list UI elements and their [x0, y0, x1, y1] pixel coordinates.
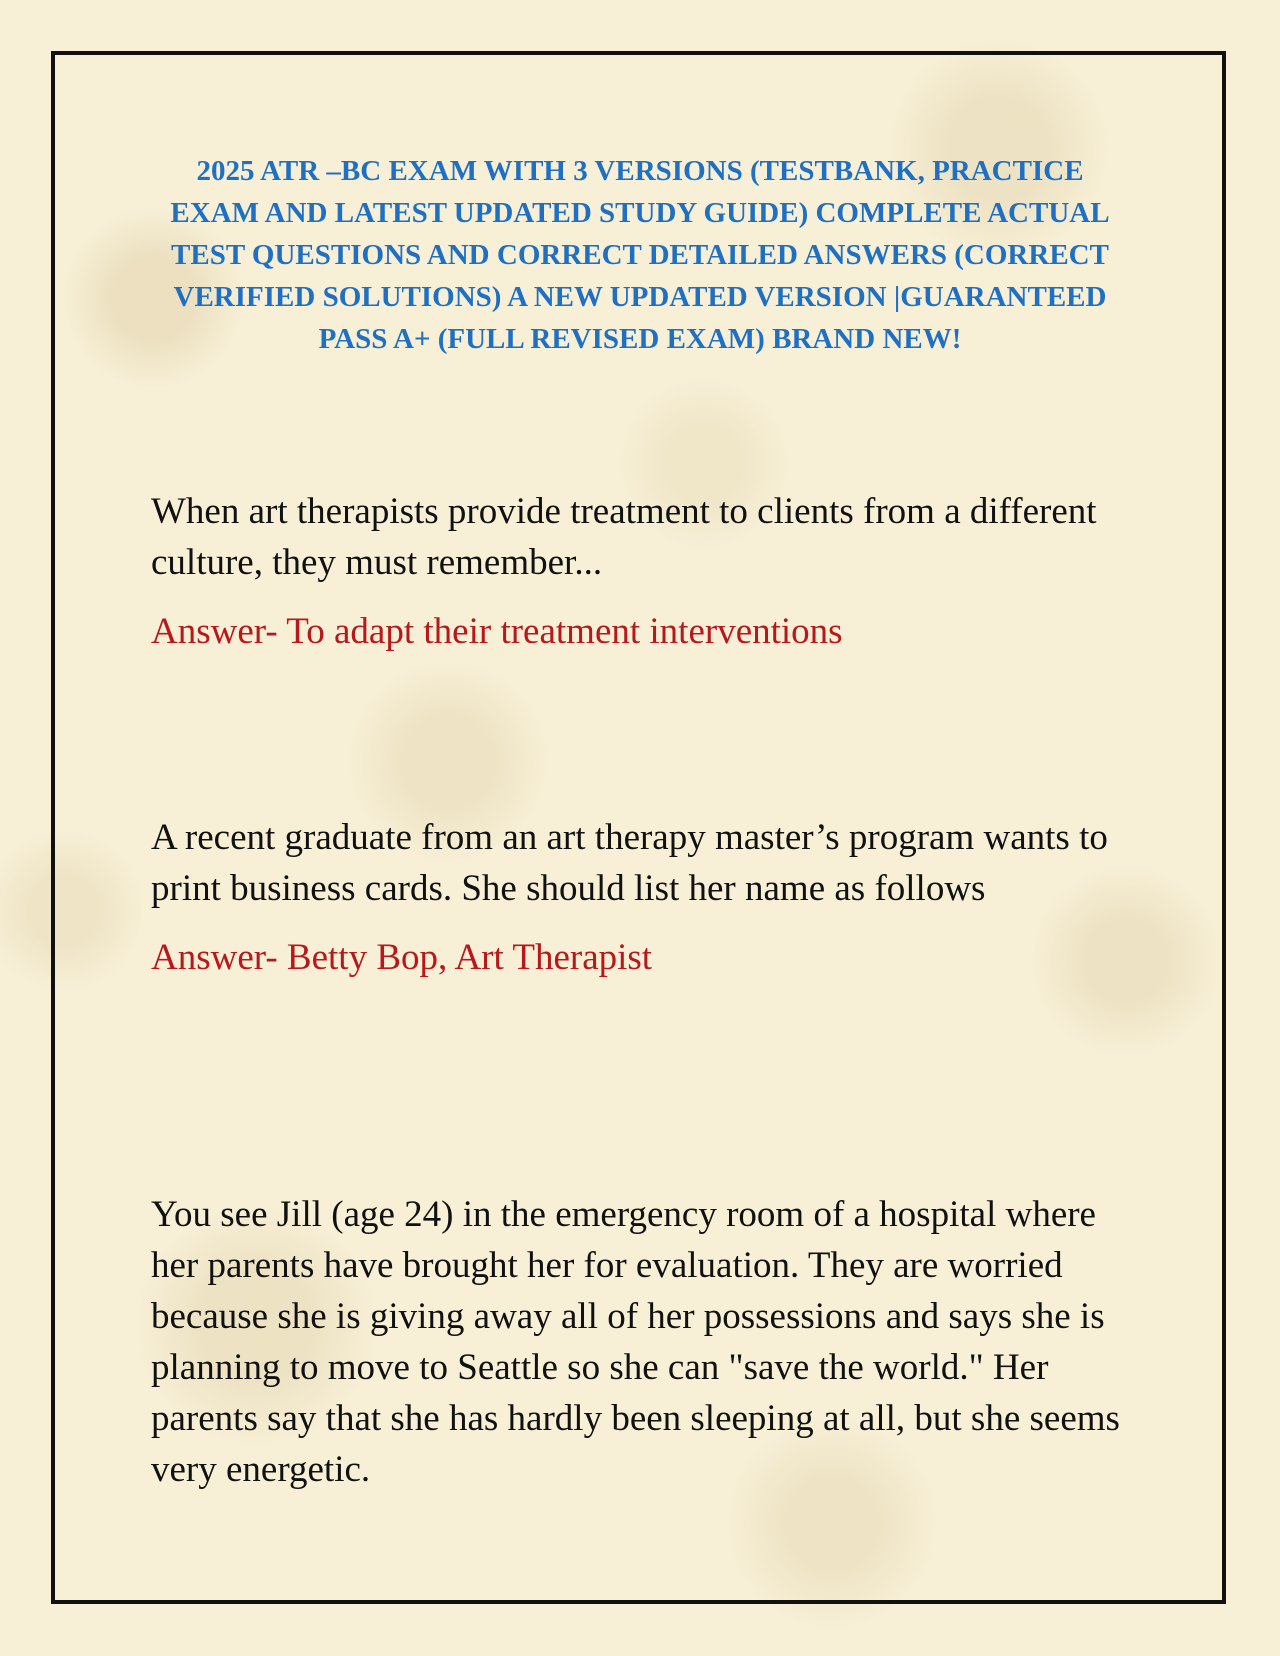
- document-title: 2025 ATR –BC EXAM WITH 3 VERSIONS (TESTBANK, PRACTICE EXAM AND LATEST UPDATED STUDY GUIDE) COMPLETE ACTUAL TEST QUESTIONS AND CORRECT DETAILED ANSWERS (CORRECT VERIFIED SOLUTIONS) A NEW UPDATED VERSION |GUARANTEED PASS A+ (FULL REVISED EXAM) BRAND NEW!: [170, 155, 1110, 355]
- question-text: A recent graduate from an art therapy master’s program wants to print business cards. She should list her name as follows: [151, 817, 1108, 909]
- question-text: When art therapists provide treatment to clients from a different culture, they must remember...: [151, 491, 1097, 583]
- question-text: You see Jill (age 24) in the emergency room of a hospital where her parents have brought her for evaluation. They are worried because she is giving away all of her possessions and says she is planning to move to Seattle so she can "save the world." Her parents say that she has hardly been sleeping at all, but she seems very energetic.: [151, 1194, 1120, 1490]
- qa-item-1: [151, 486, 1151, 657]
- answer-text: Answer- To adapt their treatment interventions: [151, 611, 843, 652]
- answer-text: Answer- Betty Bop, Art Therapist: [151, 937, 653, 978]
- qa-item-2: [151, 812, 1151, 983]
- qa-item-3: [151, 1189, 1151, 1495]
